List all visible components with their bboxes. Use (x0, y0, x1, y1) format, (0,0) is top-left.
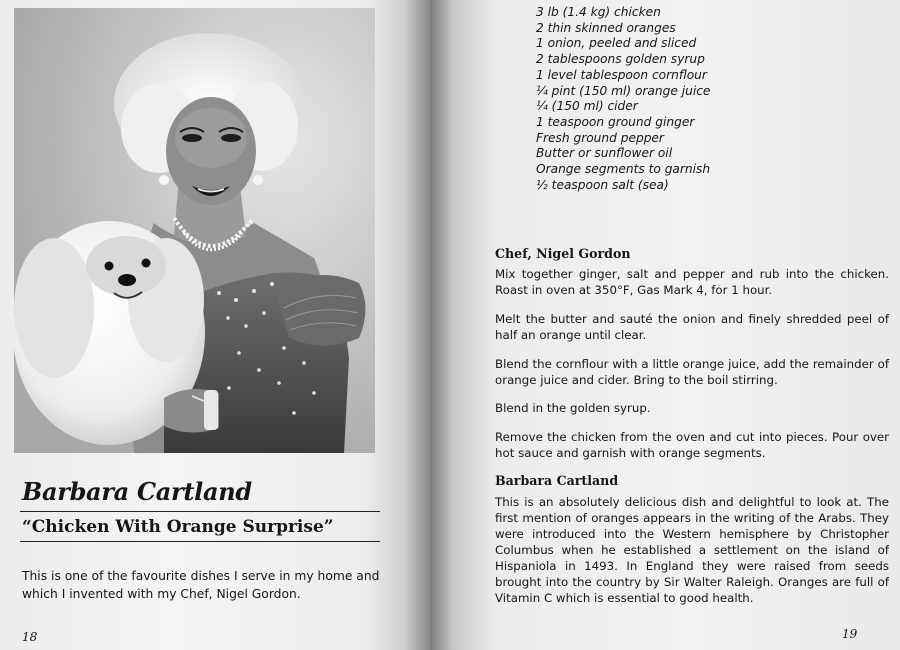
ingredient-item: ½ teaspoon salt (sea) (536, 177, 669, 192)
left-page (0, 0, 430, 650)
method-step: Remove the chicken from the oven and cut into pieces. Pour over hot sauce and garnish with orange segments. (495, 430, 889, 460)
author-heading: Barbara Cartland (495, 473, 619, 488)
page-number-right: 19 (842, 627, 858, 641)
method-step: Mix together ginger, salt and pepper and rub into the chicken. Roast in oven at 350°F, Gas Mark 4, for 1 hour. (495, 267, 889, 297)
chef-heading: Chef, Nigel Gordon (495, 246, 631, 261)
ingredient-item: 1 teaspoon ground ginger (536, 114, 695, 129)
ingredient-item: 3 lb (1.4 kg) chicken (536, 5, 661, 19)
ingredients-list (536, 5, 710, 193)
title-rule-top (20, 511, 380, 512)
author-name: Barbara Cartland (22, 477, 252, 506)
ingredient-item: Fresh ground pepper (536, 130, 664, 145)
portrait-photo (14, 8, 375, 453)
ingredient-item: 2 tablespoons golden syrup (536, 52, 705, 67)
recipe-title: “Chicken With Orange Surprise” (22, 517, 334, 537)
ingredient-item: ¼ (150 ml) cider (536, 99, 638, 114)
ingredient-item: Orange segments to garnish (536, 162, 711, 177)
method-step: Blend in the golden syrup. (495, 401, 651, 415)
author-note: This is an absolutely delicious dish and delightful to look at. The first mention of oranges appears in the writing of the Arabs. They were introduced into the Western hemisphere by Christopher Columbus when he established a settlement on the island of Hispaniola in 1493. In England they were raised from seeds brought into the country by Sir Walter Raleigh. Oranges are full of Vitamin C which is essential to good health. (495, 495, 889, 605)
portrait-illustration (14, 8, 375, 453)
method-step: Melt the butter and sauté the onion and finely shredded peel of half an orange until clear. (495, 312, 889, 342)
ingredient-item: Butter or sunflower oil (536, 146, 673, 161)
intro-text: This is one of the favourite dishes I serve in my home and which I invented with my Chef, Nigel Gordon. (22, 569, 380, 601)
method-step: Blend the cornflour with a little orange juice, add the remainder of orange juice and cider. Bring to the boil stirring. (495, 357, 889, 387)
title-rule-bottom (20, 541, 380, 542)
ingredient-item: 1 level tablespoon cornflour (536, 67, 707, 82)
right-page (430, 0, 900, 650)
ingredient-item: 1 onion, peeled and sliced (536, 36, 697, 51)
ingredient-item: ¼ pint (150 ml) orange juice (536, 83, 711, 98)
ingredient-item: 2 thin skinned oranges (536, 20, 676, 35)
page-number-left: 18 (22, 630, 38, 644)
